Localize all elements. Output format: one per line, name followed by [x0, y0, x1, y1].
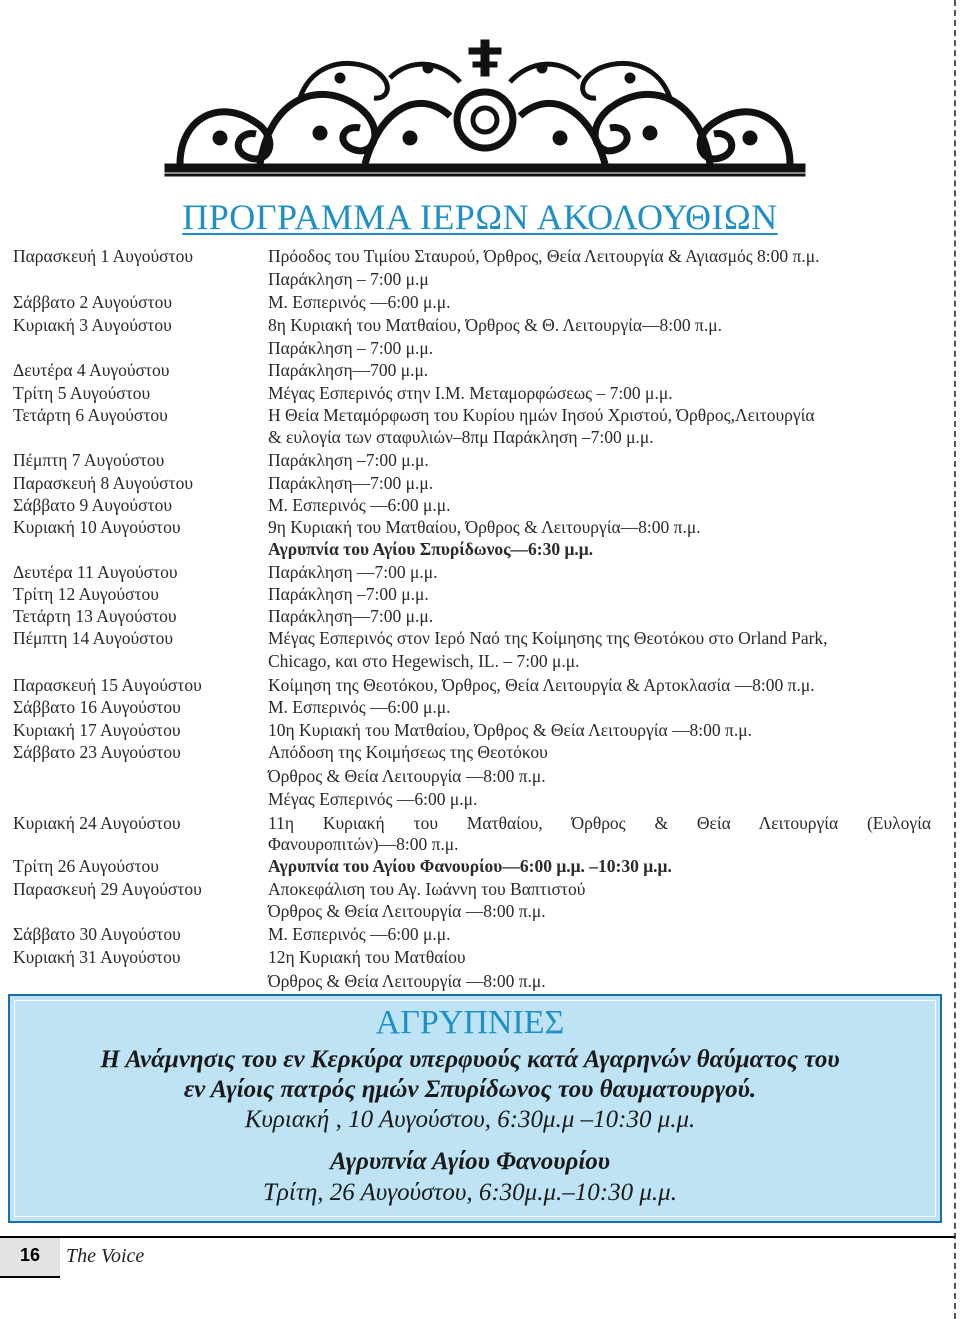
publication-name: The Voice: [66, 1245, 145, 1267]
schedule-service-vigil: Αγρυπνία του Αγίου Φανουρίου—6:00 μ.μ. –10:30 μ.μ.: [268, 856, 672, 876]
schedule-day: Σάββατο 9 Αυγούστου: [13, 495, 172, 515]
schedule-day: Δευτέρα 11 Αυγούστου: [13, 562, 178, 582]
schedule-service: 12η Κυριακή του Ματθαίου: [268, 947, 466, 967]
schedule-day: Σάββατο 16 Αυγούστου: [13, 697, 181, 717]
schedule-service: Φανουροπιτών)—8:00 π.μ.: [268, 834, 459, 854]
schedule-day: Παρασκευή 8 Αυγούστου: [13, 473, 193, 493]
schedule-day: Σάββατο 30 Αυγούστου: [13, 924, 181, 944]
schedule-day: Τετάρτη 13 Αυγούστου: [13, 606, 177, 626]
vigil-spyridon-line1: Η Ανάμνησις του εν Κερκύρα υπερφυούς κατά Αγαρηνών θαύματος του: [100, 1046, 840, 1073]
schedule-day: Κυριακή 10 Αυγούστου: [13, 517, 181, 537]
schedule-day: Πέμπτη 7 Αυγούστου: [13, 450, 165, 470]
schedule-day: Τρίτη 26 Αυγούστου: [13, 856, 159, 876]
schedule-day: Παρασκευή 1 Αυγούστου: [13, 246, 193, 266]
schedule-service: Όρθρος & Θεία Λειτουργία —8:00 π.μ.: [268, 766, 546, 786]
schedule-service: & ευλογία των σταφυλιών–8πμ Παράκληση –7:00 μ.μ.: [268, 427, 654, 447]
schedule-service: Μέγας Εσπερινός στην Ι.Μ. Μεταμορφώσεως – 7:00 μ.μ.: [268, 383, 673, 403]
schedule-service: Παράκληση —7:00 μ.μ.: [268, 562, 438, 582]
schedule-day: Κυριακή 24 Αυγούστου: [13, 813, 181, 833]
schedule-service: 9η Κυριακή του Ματθαίου, Όρθρος & Λειτουργία—8:00 π.μ.: [268, 517, 701, 537]
schedule-service: Παράκληση –7:00 μ.μ.: [268, 450, 429, 470]
schedule-day: Κυριακή 31 Αυγούστου: [13, 947, 181, 967]
schedule-service: Μ. Εσπερινός —6:00 μ.μ.: [268, 697, 451, 717]
schedule-service: Μέγας Εσπερινός —6:00 μ.μ.: [268, 789, 478, 809]
page-number: 16: [19, 1245, 41, 1265]
schedule-service: Παράκληση – 7:00 μ.μ.: [268, 338, 434, 358]
schedule-service: Όρθρος & Θεία Λειτουργία —8:00 π.μ.: [268, 971, 546, 991]
schedule-service: Παράκληση –7:00 μ.μ.: [268, 584, 429, 604]
schedule-day: Πέμπτη 14 Αυγούστου: [13, 628, 174, 648]
vigil-spyridon-line2: εν Αγίοις πατρός ημών Σπυρίδωνος του θαυματουργού.: [183, 1076, 757, 1103]
schedule-day: Κυριακή 17 Αυγούστου: [13, 720, 181, 740]
schedule-service: Πρόοδος του Τιμίου Σταυρού, Όρθρος, Θεία Λειτουργία & Αγιασμός 8:00 π.μ.: [268, 246, 820, 266]
schedule-service: Όρθρος & Θεία Λειτουργία —8:00 π.μ.: [268, 901, 546, 921]
schedule-service: Αποκεφάλιση του Αγ. Ιωάννη του Βαπτιστού: [268, 879, 586, 899]
vigil-spyridon-when: Κυριακή , 10 Αυγούστου, 6:30μ.μ –10:30 μ.μ.: [244, 1106, 696, 1133]
schedule-service: Chicago, και στο Hegewisch, IL. – 7:00 μ.μ.: [268, 651, 580, 671]
schedule-day: Παρασκευή 29 Αυγούστου: [13, 879, 202, 899]
schedule-service: Κοίμηση της Θεοτόκου, Όρθρος, Θεία Λειτουργία & Αρτοκλασία —8:00 π.μ.: [268, 675, 815, 695]
schedule-service: Μ. Εσπερινός —6:00 μ.μ.: [268, 495, 451, 515]
vigil-fanourios-when: Τρίτη, 26 Αυγούστου, 6:30μ.μ.–10:30 μ.μ.: [263, 1179, 677, 1206]
footer-rule: [60, 1236, 955, 1238]
schedule-service: Παράκληση – 7:00 μ.μ: [268, 269, 429, 289]
vigil-fanourios-title: Αγρυπνία Αγίου Φανουρίου: [329, 1148, 611, 1175]
schedule-service: Απόδοση της Κοιμήσεως της Θεοτόκου: [268, 742, 548, 762]
schedule-day: Παρασκευή 15 Αυγούστου: [13, 675, 202, 695]
schedule-day: Δευτέρα 4 Αυγούστου: [13, 360, 170, 380]
schedule-day: Κυριακή 3 Αυγούστου: [13, 315, 172, 335]
schedule-day: Σάββατο 2 Αυγούστου: [13, 292, 172, 312]
schedule-service: Παράκληση—7:00 μ.μ.: [268, 606, 434, 626]
schedule-day: Τρίτη 5 Αυγούστου: [13, 383, 151, 403]
vigils-title: ΑΓΡΥΠΝΙΕΣ: [375, 1004, 565, 1041]
schedule-day: Τετάρτη 6 Αυγούστου: [13, 405, 168, 425]
schedule-service-vigil: Αγρυπνία του Αγίου Σπυρίδωνος—6:30 μ.μ.: [268, 539, 594, 559]
schedule-service: Παράκληση—700 μ.μ.: [268, 360, 429, 380]
schedule-service: Μ. Εσπερινός —6:00 μ.μ.: [268, 924, 451, 944]
schedule-service: Η Θεία Μεταμόρφωση του Κυρίου ημών Ιησού Χριστού, Όρθρος,Λειτουργία: [268, 405, 815, 425]
schedule-service: 10η Κυριακή του Ματθαίου, Όρθρος & Θεία Λειτουργία —8:00 π.μ.: [268, 720, 752, 740]
schedule-service: 8η Κυριακή του Ματθαίου, Όρθρος & Θ. Λειτουργία—8:00 π.μ.: [268, 315, 722, 335]
schedule-day: Σάββατο 23 Αυγούστου: [13, 742, 181, 762]
schedule-service: Μ. Εσπερινός —6:00 μ.μ.: [268, 292, 451, 312]
schedule-day: Τρίτη 12 Αυγούστου: [13, 584, 159, 604]
schedule-service: Μέγας Εσπερινός στον Ιερό Ναό της Κοίμησης της Θεοτόκου στο Orland Park,: [268, 628, 828, 648]
schedule-service: Παράκληση—7:00 μ.μ.: [268, 473, 434, 493]
page-title: ΠΡΟΓΡΑΜΜΑ ΙΕΡΩΝ ΑΚΟΛΟΥΘΙΩΝ: [182, 197, 778, 237]
schedule-service: 11η Κυριακή του Ματθαίου, Όρθρος & Θεία Λειτουργία (Ευλογία: [268, 813, 931, 833]
